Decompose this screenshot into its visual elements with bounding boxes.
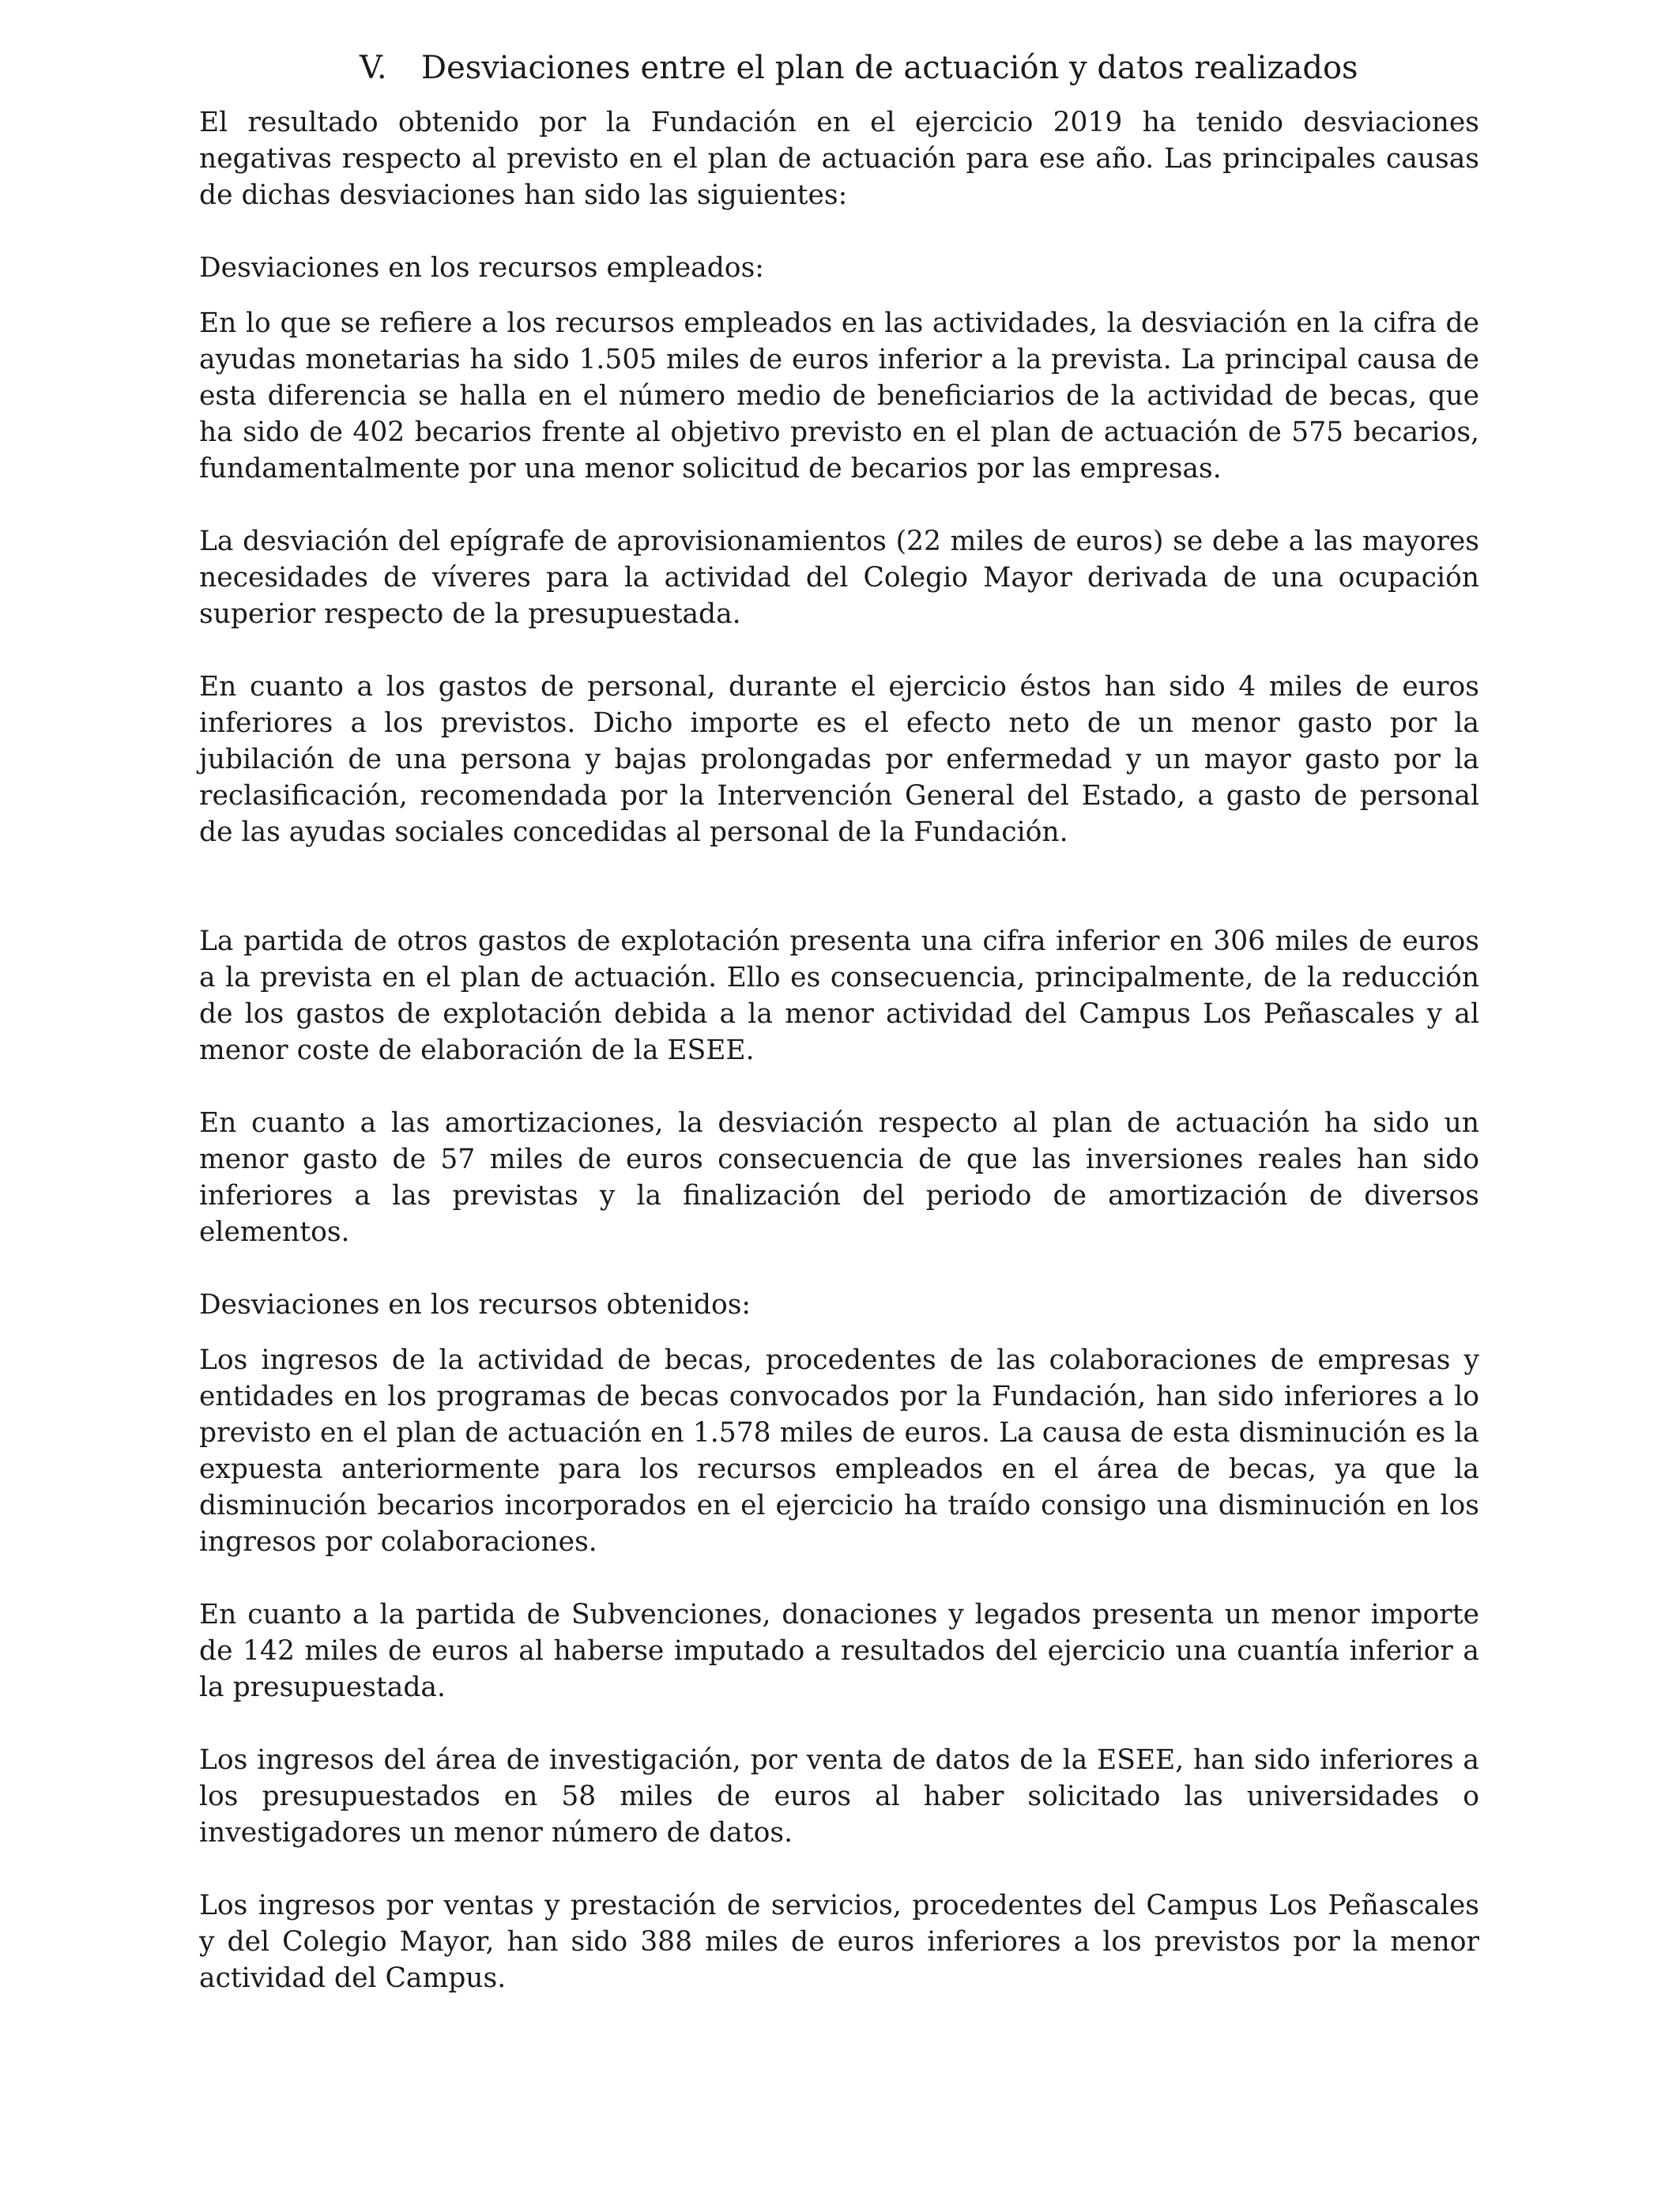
section-title: Desviaciones entre el plan de actuación y datos realizados xyxy=(421,50,1358,86)
subheading-recursos-empleados: Desviaciones en los recursos empleados: xyxy=(199,252,764,284)
paragraph-ventas-servicios: Los ingresos por ventas y prestación de servicios, procedentes del Campus Los Peñascales y del Colegio Mayor, han sido 388 miles de euros inferiores a los previstos por la menor actividad del Campus. xyxy=(199,1890,1479,1994)
section-number: V. xyxy=(360,50,387,86)
paragraph-aprovisionamientos: La desviación del epígrafe de aprovisionamientos (22 miles de euros) se debe a las mayores necesidades de víveres para la actividad del Colegio Mayor derivada de una ocupación superior respecto de la presupuestada. xyxy=(199,526,1479,630)
paragraph-gastos-personal: En cuanto a los gastos de personal, durante el ejercicio éstos han sido 4 miles de euros inferiores a los previstos. Dicho importe es el efecto neto de un menor gasto por la jubilación de una persona y bajas prolongadas por enfermedad y un mayor gasto por la reclasificación, recomendada por la Intervención General del Estado, a gasto de personal de las ayudas sociales concedidas al personal de la Fundación. xyxy=(199,671,1479,848)
section-heading xyxy=(360,49,1358,87)
paragraph-amortizaciones: En cuanto a las amortizaciones, la desviación respecto al plan de actuación ha sido un menor gasto de 57 miles de euros consecuencia de que las inversiones reales han sido inferiores a las previstas y la finalización del periodo de amortización de diversos elementos. xyxy=(199,1107,1479,1248)
paragraph-subvenciones: En cuanto a la partida de Subvenciones, donaciones y legados presenta un menor importe de 142 miles de euros al haberse imputado a resultados del ejercicio una cuantía inferior a la presupuestada. xyxy=(199,1599,1479,1703)
subheading-recursos-obtenidos: Desviaciones en los recursos obtenidos: xyxy=(199,1289,751,1321)
paragraph-otros-gastos: La partida de otros gastos de explotación presenta una cifra inferior en 306 miles de euros a la prevista en el plan de actuación. Ello es consecuencia, principalmente, de la reducción de los gastos de explotación debida a la menor actividad del Campus Los Peñascales y al menor coste de elaboración de la ESEE. xyxy=(199,925,1479,1066)
paragraph-investigacion: Los ingresos del área de investigación, por venta de datos de la ESEE, han sido inferiores a los presupuestados en 58 miles de euros al haber solicitado las universidades o investigadores un menor número de datos. xyxy=(199,1744,1479,1849)
document-body xyxy=(199,104,1479,1996)
paragraph-intro: El resultado obtenido por la Fundación en el ejercicio 2019 ha tenido desviaciones negativas respecto al previsto en el plan de actuación para ese año. Las principales causas de dichas desviaciones han sido las siguientes: xyxy=(199,107,1479,211)
paragraph-ayudas-monetarias: En lo que se refiere a los recursos empleados en las actividades, la desviación en la cifra de ayudas monetarias ha sido 1.505 miles de euros inferior a la prevista. La principal causa de esta diferencia se halla en el número medio de beneficiarios de la actividad de becas, que ha sido de 402 becarios frente al objetivo previsto en el plan de actuación de 575 becarios, fundamentalmente por una menor solicitud de becarios por las empresas. xyxy=(199,307,1479,484)
paragraph-ingresos-becas: Los ingresos de la actividad de becas, procedentes de las colaboraciones de empresas y entidades en los programas de becas convocados por la Fundación, han sido inferiores a lo previsto en el plan de actuación en 1.578 miles de euros. La causa de esta disminución es la expuesta anteriormente para los recursos empleados en el área de becas, ya que la disminución becarios incorporados en el ejercicio ha traído consigo una disminución en los ingresos por colaboraciones. xyxy=(199,1344,1479,1558)
